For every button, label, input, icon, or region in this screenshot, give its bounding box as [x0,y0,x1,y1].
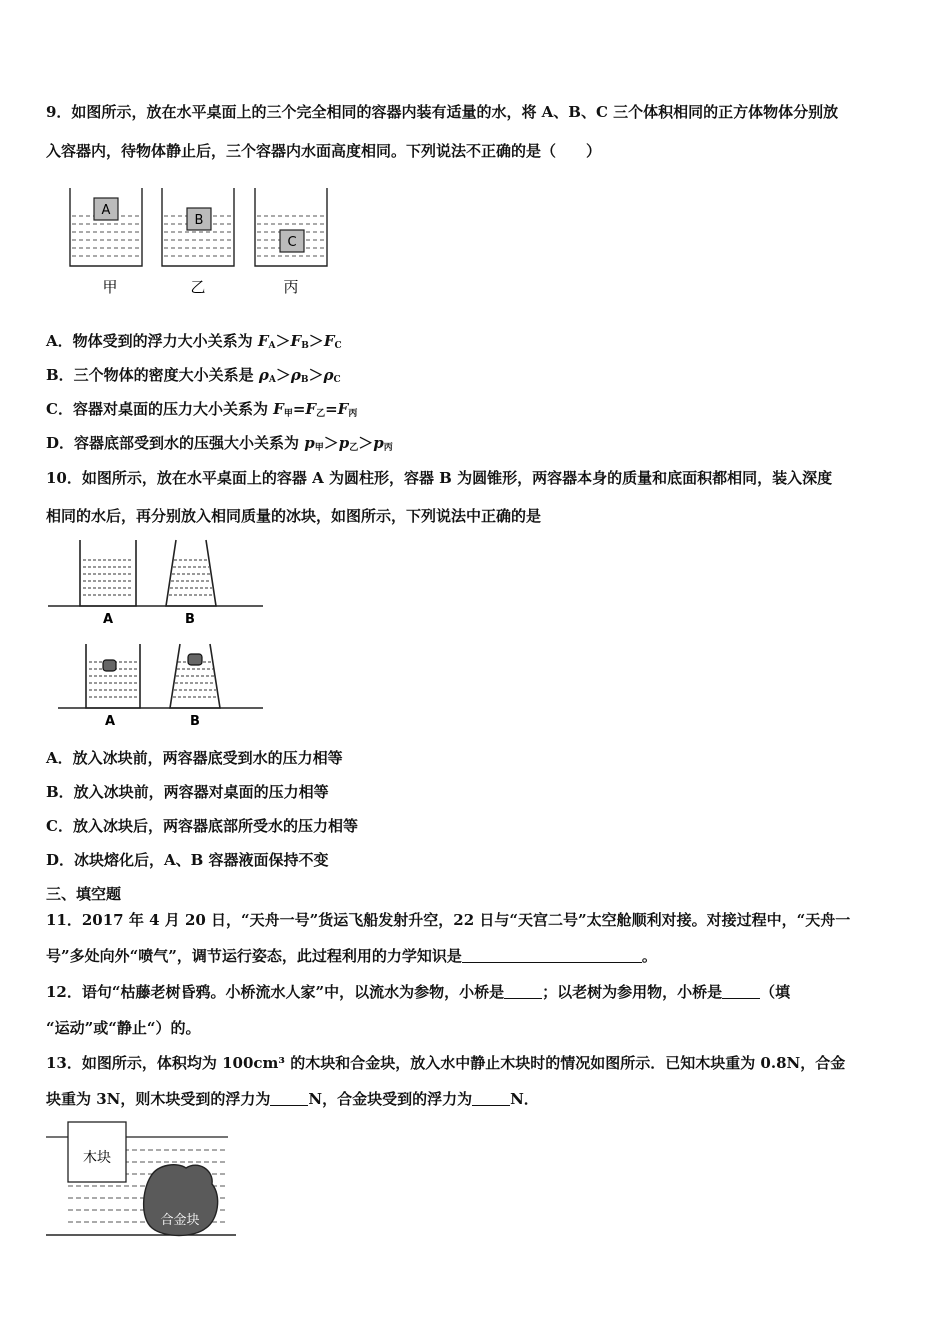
q9-option-c: C．容器对桌面的压力大小关系为 $F_甲=F_乙=F_丙$ [46,400,358,419]
q12-line2: “运动”或“静止“）的。 [46,1019,201,1037]
q10-line2: 相同的水后，再分别放入相同质量的冰块，如图所示，下列说法中正确的是 [46,507,542,525]
q11-line1: 11．2017 年 4 月 20 日，“天舟一号”货运飞船发射升空，22 日与“天宫二号”太空舱顺利对接。对接过程中，“天舟一 [46,911,851,929]
block-b-label: B [194,213,204,228]
q12-blank-1 [504,984,542,999]
q10-figure [48,536,268,736]
q10-option-a: A．放入冰块前，两容器底受到水的压力相等 [46,749,343,767]
q10-option-c: C．放入冰块后，两容器底部所受水的压力相等 [46,817,358,835]
q10-option-b: B．放入冰块前，两容器对桌面的压力相等 [46,783,329,801]
q13-line1: 13．如图所示，体积均为 100cm³ 的木块和合金块，放入水中静止木块时的情况如图所示．已知木块重为 0.8N，合金 [46,1054,846,1072]
q9-option-b: B．三个物体的密度大小关系是 $\rho_A>\rho_B>\rho_C$ [46,366,341,385]
q13-blank-1 [270,1091,308,1106]
q10-option-d: D．冰块熔化后，A、B 容器液面保持不变 [46,851,329,869]
q13-figure [46,1120,246,1240]
q9-figure [60,180,350,300]
q12-blank-2 [722,984,760,999]
q13-line2: 块重为 3N，则木块受到的浮力为 N，合金块受到的浮力为 N． [46,1090,539,1108]
ice-cube-a [103,660,116,671]
q12-line1: 12．语句“枯藤老树昏鸦。小桥流水人家”中，以流水为参物，小桥是 ；以老树为参用物，小桥是 （填 [46,983,791,1001]
wood-label: 木块 [83,1150,111,1166]
q10-bottom-label-b: B [190,714,200,729]
section-title: 三、填空题 [46,885,122,903]
caption-bing: 丙 [283,278,299,296]
q11-answer-blank [462,948,642,963]
block-a-label: A [101,203,111,218]
q10-top-label-b: B [185,612,195,627]
block-c-label: C [287,235,297,250]
q9-option-d: D．容器底部受到水的压强大小关系为 $p_甲>p_乙>p_丙$ [46,434,393,453]
q9-line2: 入容器内，待物体静止后，三个容器内水面高度相同。下列说法不正确的是（ ） [46,142,602,160]
q10-top-label-a: A [102,612,114,627]
q13-blank-2 [472,1091,510,1106]
alloy-label: 合金块 [160,1213,200,1228]
q10-line1: 10．如图所示，放在水平桌面上的容器 A 为圆柱形，容器 B 为圆锥形，两容器本身的质量和底面积都相同，装入深度 [46,469,833,487]
q9-option-a: A．物体受到的浮力大小关系为 $F_A>F_B>F_C$ [46,332,342,351]
q11-line2: 号”多处向外“喷气”，调节运行姿态，此过程利用的力学知识是 。 [46,947,657,965]
q9-line1: 9．如图所示，放在水平桌面上的三个完全相同的容器内装有适量的水，将 A、B、C 三个体积相同的正方体物体分别放 [46,103,839,121]
caption-jia: 甲 [102,278,118,296]
q10-bottom-label-a: A [104,714,116,729]
ice-cube-b [188,654,202,665]
caption-yi: 乙 [190,278,206,296]
